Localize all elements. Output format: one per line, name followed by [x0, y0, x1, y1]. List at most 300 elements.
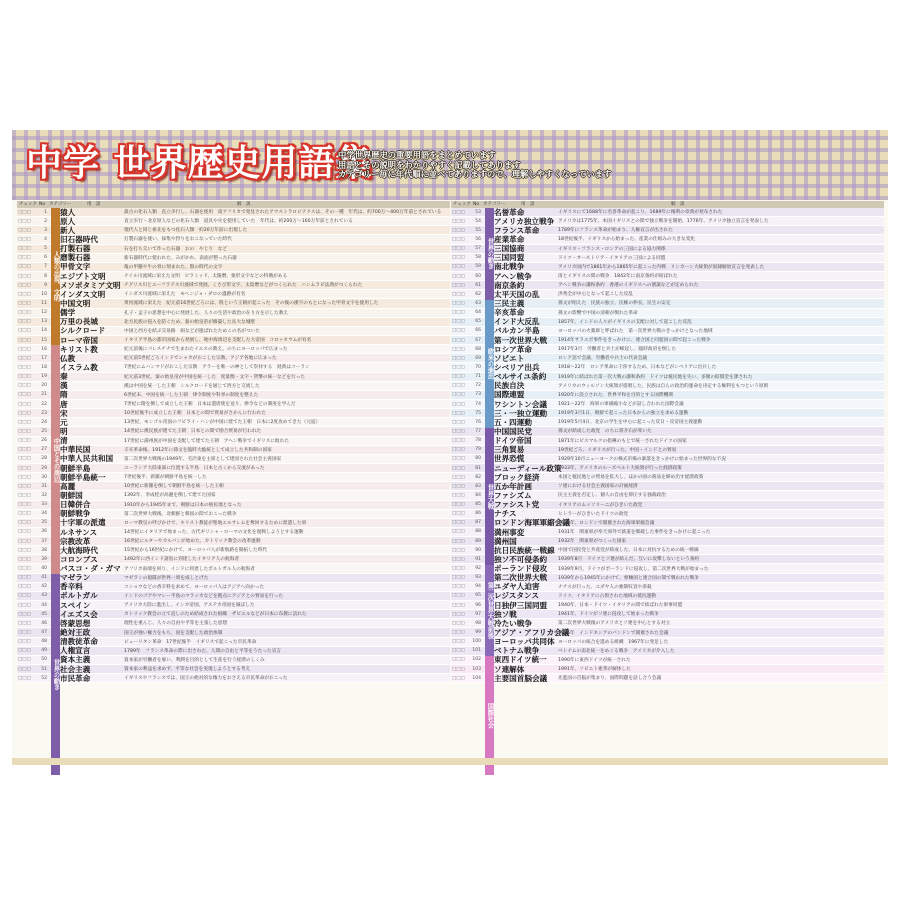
term-description: 1931年 関東軍が奉天郊外で鉄道を爆破した事件をきっかけに起こった [558, 529, 711, 535]
term-description: ヨーロッパの火薬庫と呼ばれた 第一次世界大戦のきっかけとなった地域 [558, 328, 713, 334]
category-label: 第二次世界大戦前後 [486, 582, 494, 639]
term-number: 100 [472, 639, 481, 645]
term-number: 54 [475, 218, 481, 224]
check-boxes: □□□ [452, 392, 465, 398]
term-number: 39 [41, 556, 47, 562]
header-description: 解 説 [237, 202, 251, 207]
poster [12, 130, 888, 765]
term-number: 32 [41, 492, 47, 498]
check-boxes: □□□ [452, 300, 465, 306]
term-number: 67 [475, 337, 481, 343]
term-description: ドイツ、イタリアに占領された地域の抵抗運動 [558, 593, 656, 599]
term-name: 宗教改革 [60, 536, 91, 546]
check-boxes: □□□ [18, 566, 31, 572]
term-number: 102 [472, 657, 481, 663]
check-boxes: □□□ [18, 520, 31, 526]
term-name: フランス革命 [494, 225, 540, 235]
term-number: 88 [475, 529, 481, 535]
term-description: 1919年に結ばれた第一次大戦の講和条約 ドイツは植民地を失い、多額の賠償金を課された [558, 374, 753, 380]
term-number: 64 [475, 310, 481, 316]
term-name: 主要国首脳会議 [494, 673, 548, 683]
term-name: 朝鮮半島 [60, 463, 91, 473]
term-number: 11 [41, 300, 47, 306]
term-description: ソ連における社会主義国家の計画経済 [558, 484, 638, 490]
term-number: 17 [41, 355, 47, 361]
term-description: 先進国の首脳が集まり、国際問題を話し合う会議 [558, 676, 662, 682]
term-number: 99 [475, 630, 481, 636]
check-boxes: □□□ [452, 282, 465, 288]
term-number: 89 [475, 538, 481, 544]
term-name: 三民主義 [494, 298, 525, 308]
term-number: 59 [475, 264, 481, 270]
check-boxes: □□□ [18, 209, 31, 215]
check-boxes: □□□ [18, 456, 31, 462]
term-list-right [451, 207, 884, 729]
term-name: 南北戦争 [494, 262, 525, 272]
term-number: 7 [44, 264, 47, 270]
check-boxes: □□□ [18, 575, 31, 581]
header-category: カテゴリー [483, 202, 506, 207]
term-description: イギリス・フランス・ロシアの三国による協力関係 [558, 246, 666, 252]
term-description: 第二次世界大戦後、北朝鮮と韓国の間でおこった戦争 [124, 511, 237, 517]
term-description: ベトナムの南北統一をめぐる戦争 アメリカが介入した [558, 648, 675, 654]
term-number: 65 [475, 319, 481, 325]
term-name: 市民革命 [60, 673, 91, 683]
check-boxes: □□□ [452, 611, 465, 617]
term-description: 1919年3月1日、朝鮮で起こった日本からの独立を求める運動 [558, 411, 689, 417]
term-name: 満州事変 [494, 527, 525, 537]
check-boxes: □□□ [18, 428, 31, 434]
term-number: 48 [41, 639, 47, 645]
term-description: 18世紀後半、イギリスから始まった、産業の仕組みの大きな変化 [558, 237, 696, 243]
term-number: 38 [41, 547, 47, 553]
term-name: ソ連解体 [494, 664, 525, 674]
category-label: 欧米の進出 [486, 347, 494, 380]
term-number: 61 [475, 282, 481, 288]
term-name: 甲骨文字 [60, 262, 91, 272]
term-name: ロシア革命 [494, 344, 532, 354]
term-name: 新人 [60, 225, 76, 235]
check-boxes: □□□ [452, 337, 465, 343]
term-name: 三・一独立運動 [494, 408, 548, 418]
term-name: 国際連盟 [494, 390, 525, 400]
term-description: 1917年3月 労働者と兵士が蜂起し、臨時政府を倒した [558, 347, 677, 353]
term-description: 1921～22年 海軍の軍備縮小などが話し合われた国際会議 [558, 402, 684, 408]
term-description: ヨーロッパの統合を進める組織 1967年に発足した [558, 639, 669, 645]
check-boxes: □□□ [452, 227, 465, 233]
check-boxes: □□□ [18, 264, 31, 270]
check-boxes: □□□ [18, 630, 31, 636]
term-number: 60 [475, 273, 481, 279]
term-name: 三角貿易 [494, 445, 525, 455]
term-description: 洪秀全が中心となって起こした反乱 [558, 292, 634, 298]
check-boxes: □□□ [452, 620, 465, 626]
term-number: 16 [41, 346, 47, 352]
term-name: 抗日民族統一戦線 [494, 545, 555, 555]
term-description: 15世紀から16世紀にかけて、ヨーロッパ人が新航路を開拓した時代 [124, 548, 267, 554]
term-description: 黄河流域に栄えた 紀元前16世紀ごろには、殷という王朝が起こった その後の漢字のもとになった甲骨文字を使用した [124, 301, 379, 307]
term-number: 31 [41, 483, 47, 489]
check-boxes: □□□ [452, 529, 465, 535]
term-description: 石を打ち欠いて作った石器 おの やじり など [124, 246, 228, 252]
category-label: 世界の動き [52, 658, 60, 691]
term-number: 23 [41, 410, 47, 416]
check-boxes: □□□ [18, 282, 31, 288]
term-name: ロンドン海軍軍縮会議 [494, 518, 570, 528]
term-number: 21 [41, 392, 47, 398]
term-description: 紀元前後にパレスチナで生まれたイエスの教え。のちにヨーロッパで広まった [124, 347, 288, 353]
term-description: 1871年にビスマルクの指導のもとで統一されたドイツの国家 [558, 438, 687, 444]
term-description: イタリアのムッソリーニがひきいた政党 [558, 502, 643, 508]
term-description: アメリカ国内で1861年から1865年に起こった内戦 リンカーン大統領が奴隷解放宣言を発表した [558, 264, 765, 270]
term-description: 現代人と同じ祖先をもつ化石人類 約20万年前に出現した [124, 228, 248, 234]
term-number: 15 [41, 337, 47, 343]
term-description: 1914年サラエボ事件をきっかけに、連合国と同盟国の間で起こった戦争 [558, 338, 711, 344]
term-description: 1933年、アメリカのルーズベルト大統領が行った経済政策 [558, 466, 682, 471]
term-name: 旧石器時代 [60, 235, 98, 244]
term-description: インドのゴアやマレー半島のマラッカなどを拠点にアジアとの貿易を行った [124, 593, 284, 599]
term-name: 十字軍の派遣 [60, 518, 106, 528]
term-name: 原人 [60, 216, 76, 226]
term-description: ピューリタン革命 17世紀後半 イギリスで起こった市民革命 [124, 639, 257, 645]
term-description: 1939年9月、ドイツがポーランドに侵攻し、第二次世界大戦が始まった [558, 566, 709, 572]
term-number: 26 [41, 438, 47, 444]
term-description: 16世紀にルターやカルバンが始めた、カトリック教会の改革運動 [124, 539, 261, 545]
term-number: 83 [475, 483, 481, 489]
term-number: 22 [41, 401, 47, 407]
term-name: ナチス [494, 509, 517, 519]
term-name: ポーランド侵攻 [494, 564, 548, 574]
term-description: 1991年、ソビエト連邦が解体した [558, 667, 631, 673]
check-boxes: □□□ [18, 337, 31, 343]
term-name: ルネサンス [60, 527, 98, 537]
term-list-left [17, 207, 450, 691]
header-no: No [39, 202, 46, 207]
term-name: アメリカ独立戦争 [494, 216, 555, 226]
term-description: 13世紀、モンゴル帝国のフビライ・ハンが中国に建てた王朝 日本に2度攻めてきた（元寇） [124, 420, 321, 426]
term-name: シルクロード [60, 326, 106, 336]
term-name: ブロック経済 [494, 472, 540, 482]
term-description: 国王が強い権力をもち、国を支配した政治体制 [124, 630, 223, 636]
term-description: アヘン戦争の講和条約 香港のイギリスへの割譲などが定められた [558, 283, 699, 289]
check-boxes: □□□ [452, 438, 465, 444]
term-description: 孫文の影響で中国の清朝が倒れた革命 [558, 310, 638, 316]
term-description: 1919年5月4日、北京の学生を中心に起こった反日・反帝国主義運動 [558, 420, 703, 426]
term-description: 孫文が唱えた 民族の独立、民権の伸長、民生の安定 [558, 301, 671, 307]
header-description: 解 説 [671, 202, 685, 207]
term-name: 磨製石器 [60, 253, 91, 263]
term-description: 紀元前5世紀ごろインドでシャカがおこした宗教。アジア各地に広まった [124, 356, 277, 362]
term-description: 1910年から1945年まで、朝鮮は日本の植民地となった [124, 502, 242, 508]
term-description: 資本家の利益を求めず、平等な社会を実現しようとする考え [124, 667, 251, 673]
term-description: 7世紀後半、新羅が朝鮮半島を統一した [124, 475, 207, 481]
term-name: 絶対王政 [60, 628, 91, 638]
term-number: 6 [44, 255, 47, 261]
category-band [51, 345, 60, 574]
term-number: 25 [41, 428, 47, 434]
check-boxes: □□□ [452, 483, 465, 489]
check-boxes: □□□ [18, 584, 31, 590]
term-number: 82 [475, 474, 481, 480]
check-boxes: □□□ [18, 310, 31, 316]
term-number: 13 [41, 319, 47, 325]
term-number: 29 [41, 465, 47, 471]
check-boxes: □□□ [18, 666, 31, 672]
term-number: 3 [44, 227, 47, 233]
term-name: 日韓併合 [60, 500, 91, 510]
intro-line: 中学世界歴史の重要用語をまとめています [338, 150, 496, 160]
check-boxes: □□□ [18, 465, 31, 471]
term-description: 7世紀にムハンマドがおこした宗教 アラーを唯一の神として崇拝する 経典はコーラン [124, 365, 310, 371]
term-name: 宋 [60, 408, 68, 418]
term-number: 72 [475, 383, 481, 389]
term-number: 95 [475, 593, 481, 599]
term-name: 元 [60, 417, 68, 427]
category-band [485, 300, 494, 428]
term-description: 1932年 関東軍がつくった国家 [558, 539, 627, 545]
check-boxes: □□□ [452, 492, 465, 498]
term-name: 大航海時代 [60, 545, 98, 555]
check-boxes: □□□ [452, 666, 465, 672]
intro-line: 用語とその説明をわかりやすく記載してあります [338, 159, 521, 170]
term-number: 36 [41, 529, 47, 535]
check-boxes: □□□ [18, 255, 31, 261]
term-number: 1 [44, 209, 47, 215]
term-description: 亀の甲羅や牛の骨に刻まれた、殷の時代の文字 [124, 264, 223, 270]
check-boxes: □□□ [18, 328, 31, 334]
term-description: インダス川流域に栄えた モヘンジョ・ダロの遺跡が有名 [124, 292, 246, 298]
check-boxes: □□□ [452, 319, 465, 325]
term-description: 直立歩行・北京原人などの化石人類 道具や火を使用していた 年代は、約200万～160万年前とされている [124, 219, 353, 225]
term-number: 76 [475, 419, 481, 425]
check-boxes: □□□ [452, 474, 465, 480]
term-name: 三国協商 [494, 244, 525, 254]
check-boxes: □□□ [18, 502, 31, 508]
check-boxes: □□□ [452, 428, 465, 434]
term-number: 12 [41, 310, 47, 316]
term-description: ドイツ・オーストリア・イタリアの三国による同盟 [558, 255, 666, 261]
check-boxes: □□□ [452, 410, 465, 416]
poster-frame-bottom [12, 758, 888, 765]
term-description: 紀元前3世紀、秦の始皇帝が中国を統一した 度量衡・文字・貨幣の統一などを行った [124, 374, 306, 380]
term-description: 14世紀に漢民族が建てた王朝 日本との間で勘合貿易が行われた [124, 429, 262, 435]
check-boxes: □□□ [452, 593, 465, 599]
term-description: アメリカのウィルソン大統領が提唱した、民族は自らの政治的運命を決定する権利をもつという原則 [558, 383, 769, 389]
term-number: 68 [475, 346, 481, 352]
check-boxes: □□□ [452, 657, 465, 663]
term-description: 本国と植民地との貿易を拡大し、ほかの国の商品を締め出す経済政策 [558, 475, 704, 481]
check-boxes: □□□ [452, 328, 465, 334]
term-description: 孫文が結成した政党 のちに蒋介石が率いた [558, 429, 652, 435]
term-name: 人権宣言 [60, 646, 91, 656]
term-name: 清 [60, 436, 68, 446]
term-name: 万里の長城 [60, 317, 98, 327]
term-name: 世界恐慌 [494, 454, 525, 464]
term-number: 24 [41, 419, 47, 425]
term-number: 44 [41, 602, 47, 608]
intro-text [338, 151, 878, 180]
term-description: 最古の化石人類 直立歩行し、石器を使用 南アフリカで発見されたアウストラロピテクスは、その一種 年代は、約700万～400万年前とされている [124, 210, 442, 216]
check-boxes: □□□ [18, 657, 31, 663]
check-boxes: □□□ [452, 447, 465, 453]
term-name: 清教徒革命 [60, 637, 98, 647]
term-description: 1939年8月 ドイツとソ連が結んだ、互いに攻撃しないという条約 [558, 557, 700, 563]
term-description: ユーラシア大陸東部に位置する半島 日本と古くから交流があった [124, 466, 265, 471]
term-name: 日独伊三国同盟 [494, 600, 548, 610]
term-description: ナイル川流域に栄えた文明 ピラミッド、太陽暦、象形文字などの特徴がある [124, 274, 288, 280]
term-number: 79 [475, 447, 481, 453]
term-description: 7世紀に隋を倒して成立した王朝 日本は遣唐使を送り、律令などの制度を学んだ [124, 402, 296, 408]
term-number: 43 [41, 593, 47, 599]
term-description: 1920年に設立された、世界平和を目的とする国際機関 [558, 392, 674, 398]
check-boxes: □□□ [452, 511, 465, 517]
check-boxes: □□□ [18, 355, 31, 361]
term-name: ベルサイユ条約 [494, 372, 547, 382]
check-boxes: □□□ [18, 246, 31, 252]
category-band [51, 574, 60, 775]
check-boxes: □□□ [18, 648, 31, 654]
term-name: 猿人 [60, 207, 76, 217]
check-boxes: □□□ [18, 620, 31, 626]
term-name: 五か年計画 [494, 481, 532, 491]
check-boxes: □□□ [18, 438, 31, 444]
term-name: ソビエト [494, 353, 525, 363]
term-name: ファシズム [494, 490, 532, 500]
term-description: 清とイギリスの間の戦争 1842年に南京条約が結ばれた [558, 274, 678, 280]
term-description: イギリスにて1688年に名誉革命が起こり、1689年に権利の章典が発布された [558, 210, 723, 216]
term-name: ニューディール政策 [494, 463, 562, 473]
term-name: 漢 [60, 381, 68, 391]
term-column-left [17, 201, 450, 691]
term-description: 19世紀ごろ、イギリスが行った、中国・インドとの貿易 [558, 447, 677, 453]
term-name: 隋 [60, 390, 68, 400]
term-name: 朝鮮戦争 [60, 509, 91, 519]
term-name: 独ソ戦 [494, 609, 517, 619]
term-name: 三国同盟 [494, 253, 525, 263]
term-name: 香辛料 [60, 582, 83, 592]
check-boxes: □□□ [452, 630, 465, 636]
term-name: ドイツ帝国 [494, 436, 532, 446]
term-description: 打製石器を使い、採集や狩りをおこなっていた時代 [124, 237, 232, 243]
term-description: アフリカ南端を回り、インドに到達したポルトガル人の航海者 [124, 566, 255, 572]
term-name: 唐 [60, 399, 68, 409]
category-band [51, 208, 60, 345]
term-name: 高麗 [60, 481, 76, 491]
term-number: 75 [475, 410, 481, 416]
check-boxes: □□□ [452, 401, 465, 407]
term-number: 81 [475, 465, 481, 471]
category-band [485, 565, 494, 657]
check-boxes: □□□ [18, 374, 31, 380]
term-description: 北方民族の侵入を防ぐため、秦の始皇帝が修築した長大な城壁 [124, 319, 256, 325]
term-name: コロンブス [60, 554, 98, 564]
term-name: 社会主義 [60, 664, 91, 674]
check-boxes: □□□ [18, 529, 31, 535]
term-description: 1939年から1945年にかけて、枢軸国と連合国の間で戦われた戦争 [558, 575, 699, 581]
check-boxes: □□□ [452, 209, 465, 215]
term-number: 49 [41, 648, 47, 654]
check-boxes: □□□ [18, 611, 31, 617]
term-name: エジプト文明 [60, 271, 106, 281]
term-name: スペイン [60, 600, 91, 610]
check-boxes: □□□ [18, 419, 31, 425]
term-number: 97 [475, 611, 481, 617]
term-description: アメリカは1775年、本国イギリスとの間で独立戦争を開始、1776年、アメリカ独立宣言を発表した [558, 219, 769, 225]
check-boxes: □□□ [18, 300, 31, 306]
header-term: 用 語 [87, 202, 101, 207]
term-number: 98 [475, 620, 481, 626]
term-number: 56 [475, 236, 481, 242]
term-description: 資本家が労働者を雇い、利潤を目的として生産を行う経済のしくみ [124, 657, 265, 663]
term-description: アメリカ大陸に進出し、インカ帝国、アステカ帝国を滅ぼした [124, 603, 255, 609]
check-boxes: □□□ [452, 584, 465, 590]
term-name: ワシントン会議 [494, 399, 547, 409]
term-number: 50 [41, 657, 47, 663]
term-row [451, 674, 884, 683]
term-number: 66 [475, 328, 481, 334]
check-boxes: □□□ [452, 639, 465, 645]
check-boxes: □□□ [18, 511, 31, 517]
category-band [485, 208, 494, 300]
term-number: 77 [475, 428, 481, 434]
check-boxes: □□□ [452, 264, 465, 270]
term-number: 10 [41, 291, 47, 297]
term-number: 78 [475, 438, 481, 444]
check-boxes: □□□ [452, 246, 465, 252]
term-number: 84 [475, 492, 481, 498]
term-number: 27 [41, 447, 47, 453]
term-number: 9 [44, 282, 47, 288]
check-boxes: □□□ [18, 273, 31, 279]
check-boxes: □□□ [18, 639, 31, 645]
term-name: 名誉革命 [494, 207, 525, 217]
category-band [485, 428, 494, 565]
term-number: 4 [44, 236, 47, 242]
term-name: 資本主義 [60, 655, 91, 665]
term-description: 中国で国民党と共産党が結成した、日本に対抗するための統一戦線 [558, 548, 699, 554]
term-name: 第二次世界大戦 [494, 573, 548, 583]
term-number: 18 [41, 364, 47, 370]
term-number: 8 [44, 273, 47, 279]
term-name: アヘン戦争 [494, 271, 532, 281]
term-description: 1492年に西インド諸島に到達したイタリア人の航海者 [124, 557, 240, 563]
term-number: 37 [41, 538, 47, 544]
term-number: 51 [41, 666, 47, 672]
term-name: 太平天国の乱 [494, 289, 540, 299]
poster-header [12, 130, 888, 200]
term-name: 民族自決 [494, 381, 525, 391]
term-number: 20 [41, 383, 47, 389]
term-name: 中国文明 [60, 298, 91, 308]
term-description: ロシア語で会議、労働者や兵士の代表会議 [558, 356, 648, 362]
term-description: 1990年に東西ドイツが統一された [558, 657, 631, 663]
term-description: 理性を重んじ、人々の自由や平等を主張した思想 [124, 621, 228, 627]
check-boxes: □□□ [18, 218, 31, 224]
page-title: 中学 世界歴史用語集 [26, 143, 373, 184]
header-check: チェック [453, 202, 471, 207]
check-boxes: □□□ [18, 447, 31, 453]
term-number: 30 [41, 474, 47, 480]
term-column-right [451, 201, 884, 729]
term-number: 80 [475, 456, 481, 462]
category-label: 人類の出現、文明 [52, 251, 60, 302]
check-boxes: □□□ [452, 566, 465, 572]
check-boxes: □□□ [452, 465, 465, 471]
term-name: 独ソ不可侵条約 [494, 554, 548, 564]
term-name: マゼラン [60, 573, 91, 583]
term-number: 19 [41, 374, 47, 380]
category-label: 世界大戦 [486, 483, 494, 509]
